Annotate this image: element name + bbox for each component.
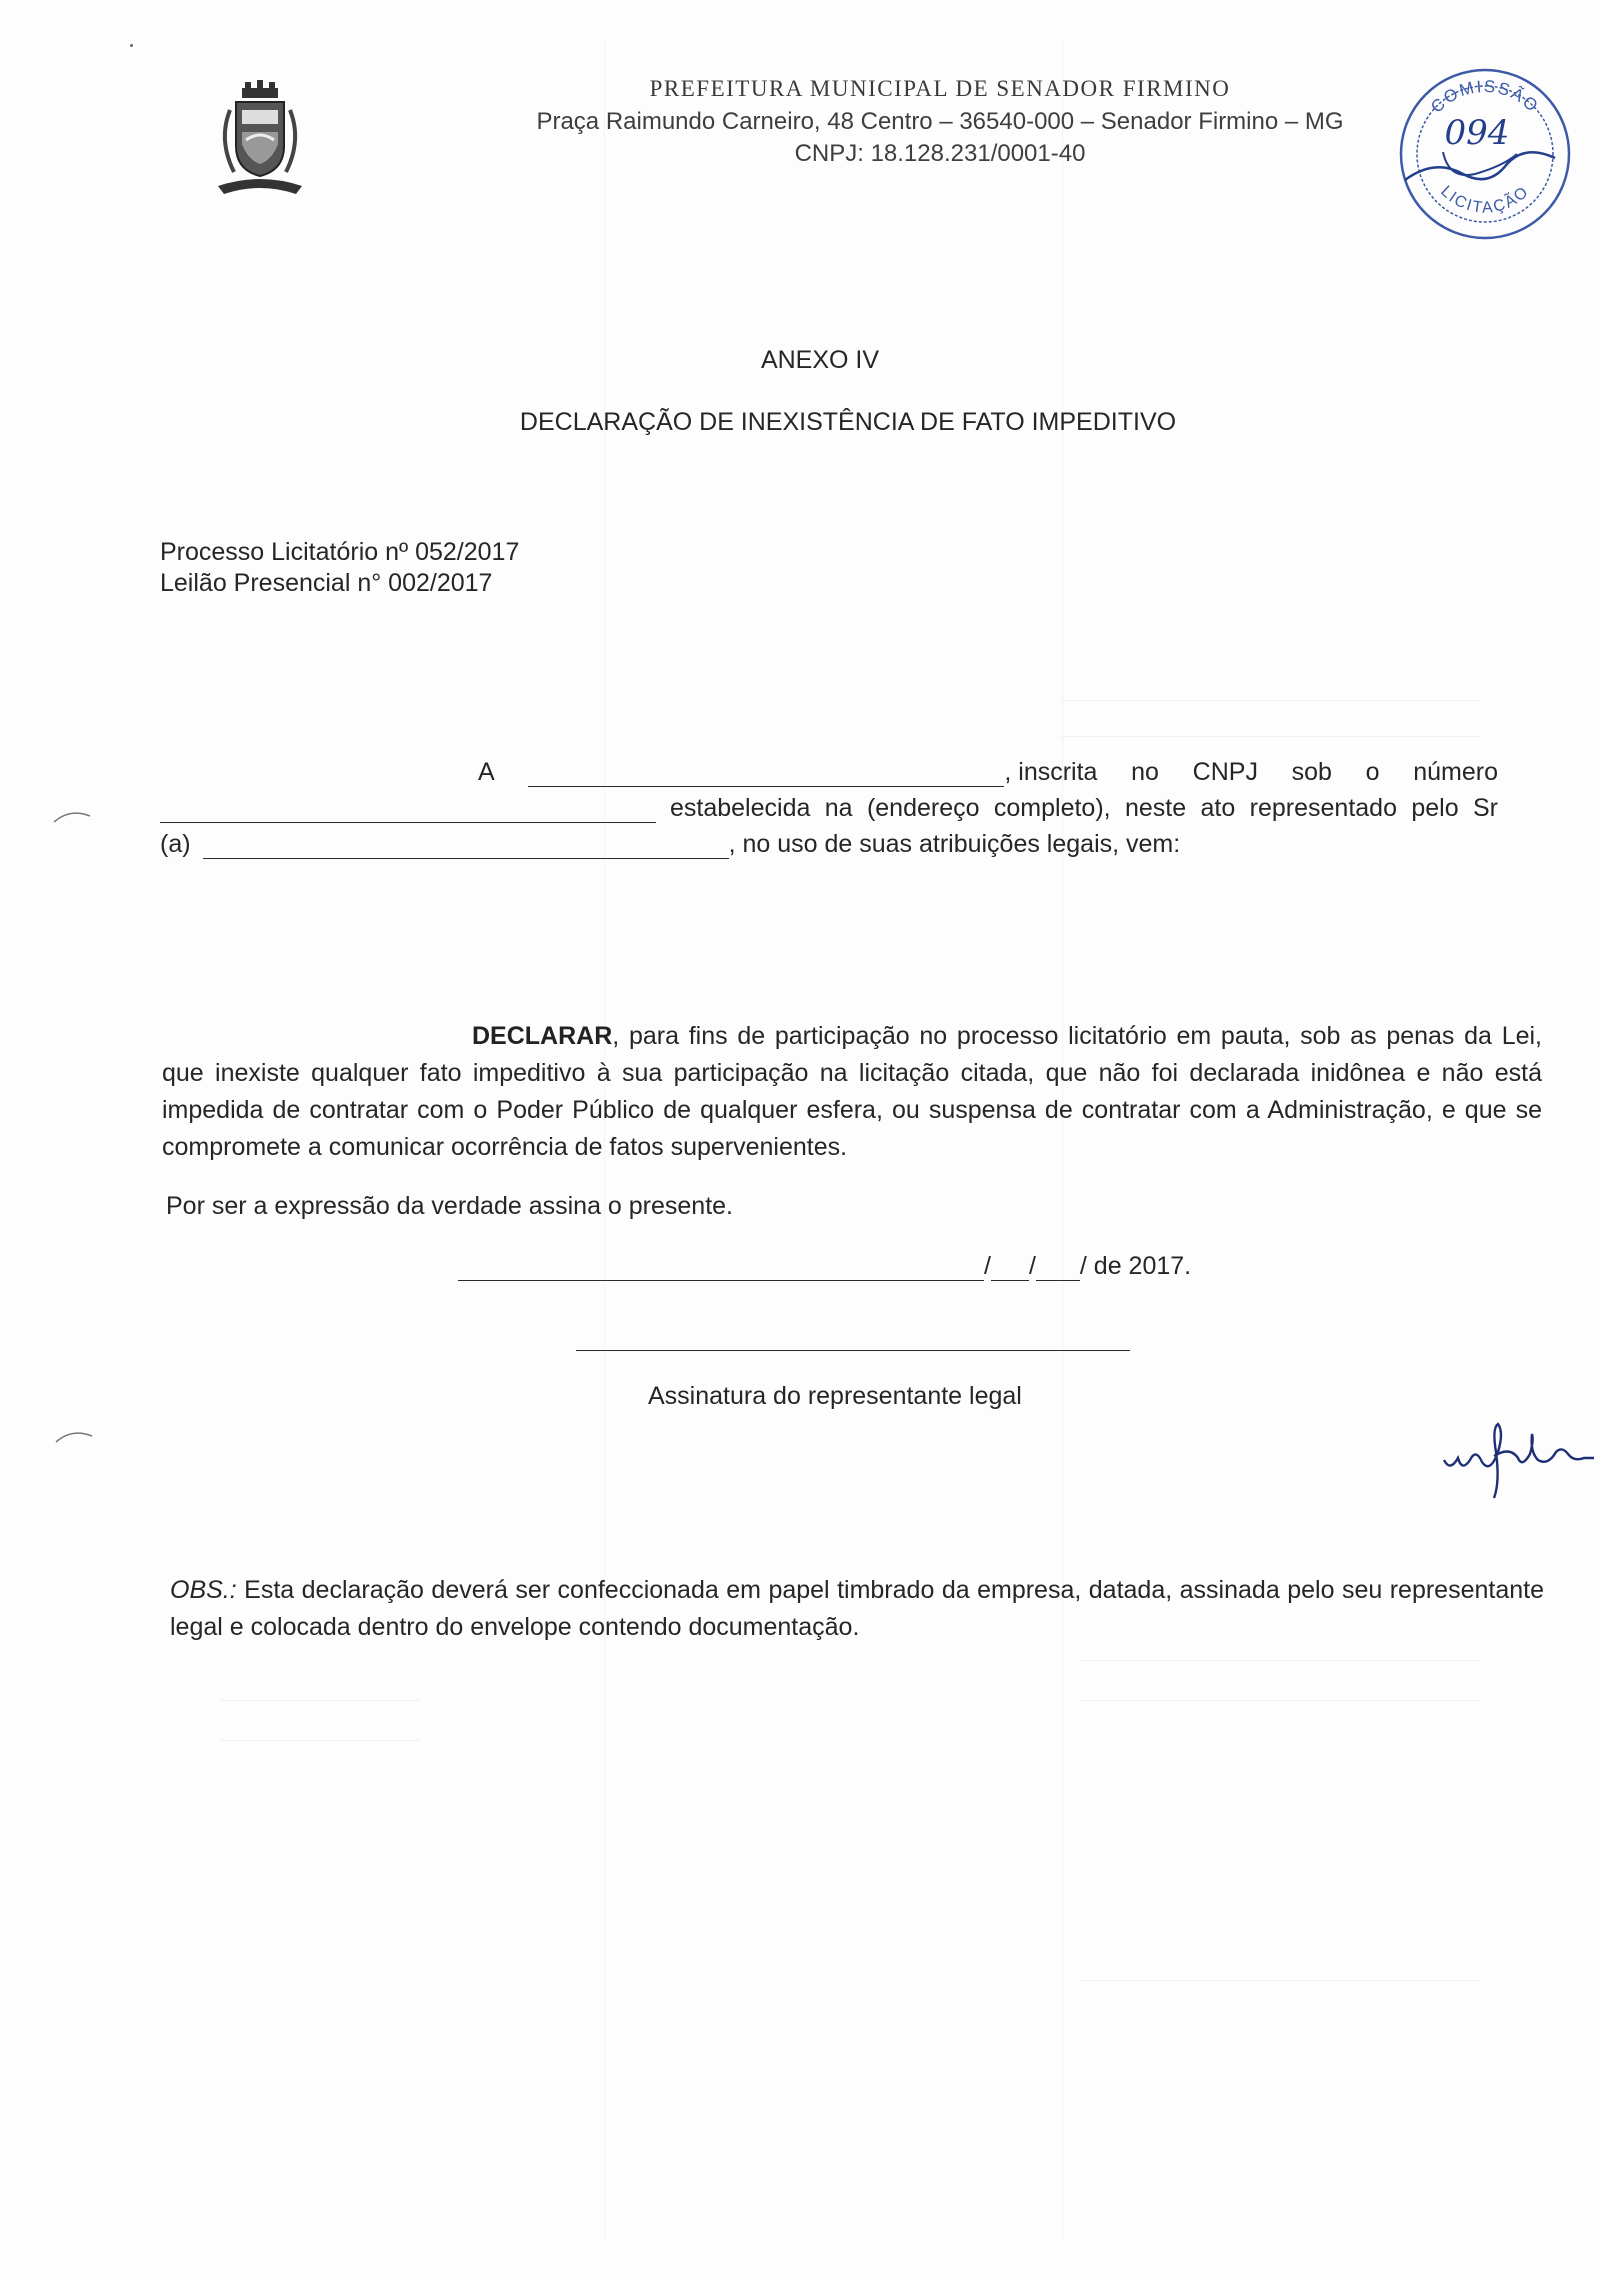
svg-text:LICITAÇÃO xyxy=(1437,183,1533,217)
intro-o: o xyxy=(1365,758,1380,786)
obs-text: Esta declaração deverá ser confeccionada em papel timbrado da empresa, datada, assinada pelo seu representante legal e colocada dentro do envelope contendo documentação. xyxy=(170,1576,1544,1641)
commission-stamp xyxy=(1385,62,1585,240)
speck xyxy=(130,44,133,47)
bleed-through-line xyxy=(1060,700,1480,701)
intro-uso: , no uso de suas atribuições legais, vem: xyxy=(728,830,1181,858)
stamp-signature xyxy=(1405,152,1555,180)
representative-name-blank[interactable] xyxy=(203,832,729,859)
process-reference: Processo Licitatório nº 052/2017 xyxy=(160,538,520,566)
month-blank[interactable] xyxy=(1036,1254,1080,1281)
institution-cnpj: CNPJ: 18.128.231/0001-40 xyxy=(794,140,1086,167)
svg-text:COMISSÃO xyxy=(1427,77,1543,117)
bleed-through-line xyxy=(1080,1660,1480,1661)
signature-label: Assinatura do representante legal xyxy=(648,1382,1022,1410)
day-blank[interactable] xyxy=(991,1254,1029,1281)
date-line xyxy=(458,1252,1191,1281)
stamp-number: 094 xyxy=(1444,113,1510,153)
coat-of-arms-logo xyxy=(212,80,308,196)
bleed-through-line xyxy=(1060,736,1480,737)
intro-no: no xyxy=(1131,758,1159,786)
intro-a-paren: (a) xyxy=(160,830,191,858)
place-blank[interactable] xyxy=(458,1254,984,1281)
bleed-through-line xyxy=(220,1700,420,1701)
bleed-through-line xyxy=(1080,1700,1480,1701)
intro-numero: número xyxy=(1413,758,1498,786)
intro-cnpj: CNPJ xyxy=(1192,758,1258,786)
cnpj-number-blank[interactable] xyxy=(160,796,656,823)
signature-line[interactable] xyxy=(576,1350,1130,1351)
declaration-text: , para fins de participação no processo licitatório em pauta, sob as penas da Lei, que inexiste qualquer fato impeditivo à sua participação na licitação citada, que não foi declarada inidônea e não está impedida de contratar com o Poder Público de qualquer esfera, ou suspensa de contratar com a Administração, e que se compromete a comunicar ocorrência de fatos supervenientes. xyxy=(162,1022,1542,1161)
handwritten-rubric xyxy=(1438,1412,1598,1502)
declarar-keyword: DECLARAR xyxy=(472,1022,613,1050)
observation-note xyxy=(170,1572,1544,1646)
stamp-top-text: COMISSÃO xyxy=(1427,76,1543,117)
intro-line-1 xyxy=(478,758,1498,787)
intro-a: A xyxy=(478,758,495,786)
margin-mark xyxy=(54,1428,94,1444)
margin-mark xyxy=(52,808,92,824)
intro-estabelecida: estabelecida na (endereço completo), neste ato representado pelo Sr xyxy=(670,794,1498,822)
bleed-through-line xyxy=(220,1740,420,1741)
company-name-blank[interactable] xyxy=(528,760,1004,787)
intro-line-3 xyxy=(160,830,1180,859)
date-slash-1: / xyxy=(984,1252,991,1280)
stamp-bottom-text: LICITAÇÃO xyxy=(1437,182,1533,217)
date-year-suffix: / de 2017. xyxy=(1079,1252,1192,1280)
date-slash-2: / xyxy=(1028,1252,1036,1280)
declaration-title: DECLARAÇÃO DE INEXISTÊNCIA DE FATO IMPEDITIVO xyxy=(519,408,1177,436)
intro-sob: sob xyxy=(1291,758,1332,786)
truth-statement: Por ser a expressão da verdade assina o presente. xyxy=(166,1192,734,1220)
intro-line-2 xyxy=(160,794,1498,823)
intro-inscrita: , inscrita xyxy=(1004,758,1098,786)
auction-reference: Leilão Presencial n° 002/2017 xyxy=(160,569,493,597)
annex-heading: ANEXO IV xyxy=(760,346,880,374)
bleed-through-line xyxy=(1080,1980,1480,1981)
declaration-paragraph xyxy=(162,1018,1542,1166)
obs-label: OBS.: xyxy=(170,1576,237,1604)
institution-name: PREFEITURA MUNICIPAL DE SENADOR FIRMINO xyxy=(649,76,1231,101)
institution-address: Praça Raimundo Carneiro, 48 Centro – 36540-000 – Senador Firmino – MG xyxy=(536,108,1344,135)
